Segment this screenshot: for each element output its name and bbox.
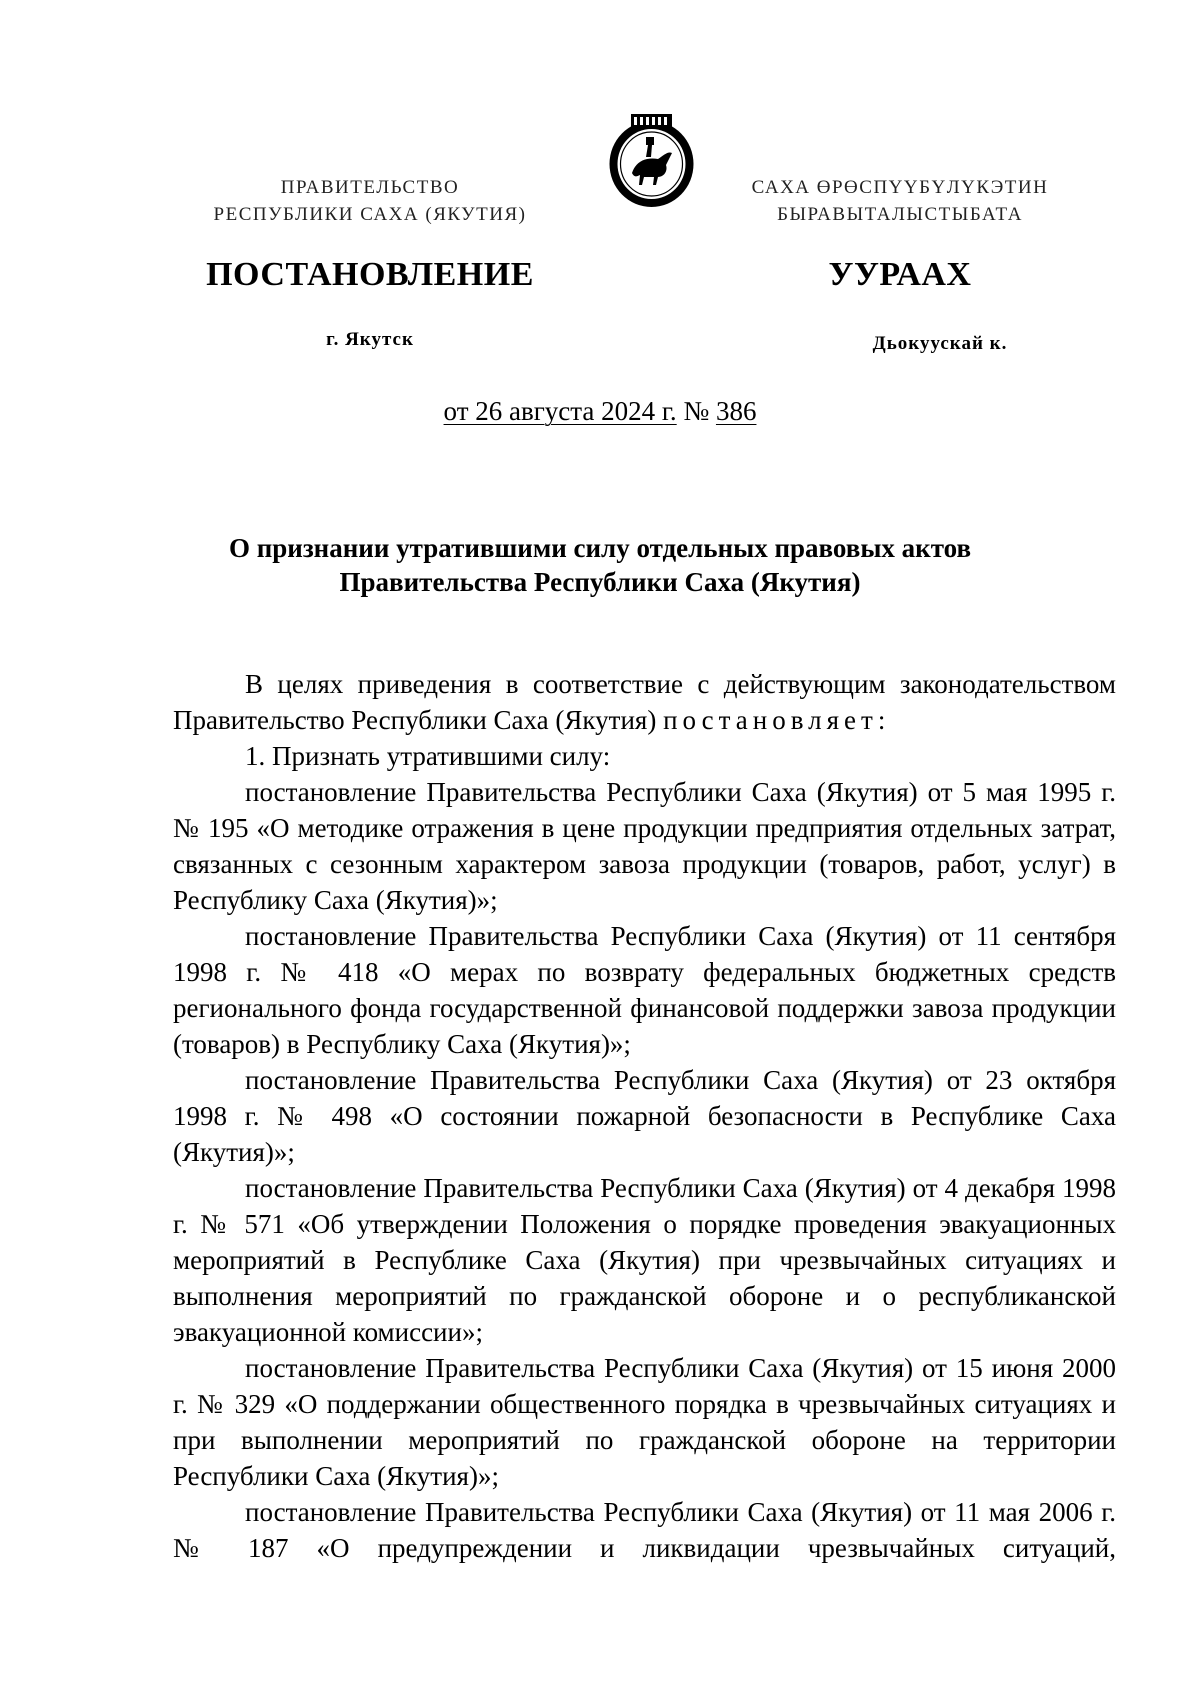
repealed-act-4: постановление Правительства Республики Саха (Якутия) от 4 декабря 1998 г. № 571 «Об утверждении Положения о порядке проведения эвакуационных мероприятий в Республике Саха (Якутия) при чрезвычайных ситуациях и выполнения мероприятий по гражданской обороне и о республиканской эвакуационной комиссии»; (173, 1173, 1116, 1347)
doc-type-ru: ПОСТАНОВЛЕНИЕ (206, 256, 534, 293)
document-date-number (0, 396, 1200, 427)
repealed-act-5: постановление Правительства Республики Саха (Якутия) от 15 июня 2000 г. № 329 «О поддержании общественного порядка в чрезвычайных ситуациях и при выполнении мероприятий по гражданской обороне на территории Республики Саха (Якутия)»; (173, 1353, 1116, 1491)
city-ru: г. Якутск (326, 329, 414, 350)
repealed-act-2: постановление Правительства Республики Саха (Якутия) от 11 сентября 1998 г. № 418 «О мерах по возврату федеральных бюджетных средств регионального фонда государственной финансовой поддержки завоза продукции (товаров) в Республику Саха (Якутия)»; (173, 921, 1116, 1059)
document-title-line2: Правительства Республики Саха (Якутия) (339, 567, 861, 597)
resolves-word: постановляет (663, 705, 878, 735)
org-name-sah-line2: БЫРАВЫТАЛЫСТЫБАТА (777, 204, 1023, 225)
org-name-ru-line2: РЕСПУБЛИКИ САХА (ЯКУТИЯ) (213, 204, 527, 225)
city-sah: Дьокуускай к. (872, 333, 1008, 354)
document-date: от 26 августа 2024 г. (443, 396, 677, 426)
document-title (200, 531, 1000, 599)
doc-type-sah: УУРААХ (828, 256, 972, 293)
document-body (173, 666, 1116, 1566)
coat-of-arms-icon (606, 111, 697, 210)
document-number: 386 (715, 396, 757, 426)
org-name-sah (690, 174, 1110, 228)
repealed-act-1: постановление Правительства Республики Саха (Якутия) от 5 мая 1995 г. № 195 «О методике отражения в цене продукции предприятия отдельных затрат, связанных с сезонным характером завоза продукции (товаров, работ, услуг) в Республику Саха (Якутия)»; (173, 777, 1116, 915)
intro-paragraph: В целях приведения в соответствие с действующим законодательством Правительство Республики Саха (Якутия) постановляет: (173, 669, 1116, 735)
repealed-act-3: постановление Правительства Республики Саха (Якутия) от 23 октября 1998 г. № 498 «О состоянии пожарной безопасности в Республике Саха (Якутия)»; (173, 1065, 1116, 1167)
document-title-line1: О признании утратившими силу отдельных правовых актов (228, 533, 972, 563)
number-sign: № (676, 396, 716, 426)
org-name-ru-line1: ПРАВИТЕЛЬСТВО (280, 177, 460, 198)
org-name-ru (170, 174, 570, 228)
org-name-sah-line1: САХА ӨРӨСПҮҮБҮЛҮКЭТИН (751, 177, 1049, 198)
item-1: 1. Признать утратившими силу: (245, 741, 611, 771)
repealed-act-6: постановление Правительства Республики Саха (Якутия) от 11 мая 2006 г. № 187 «О предупреждении и ликвидации чрезвычайных ситуаций, (173, 1497, 1116, 1563)
